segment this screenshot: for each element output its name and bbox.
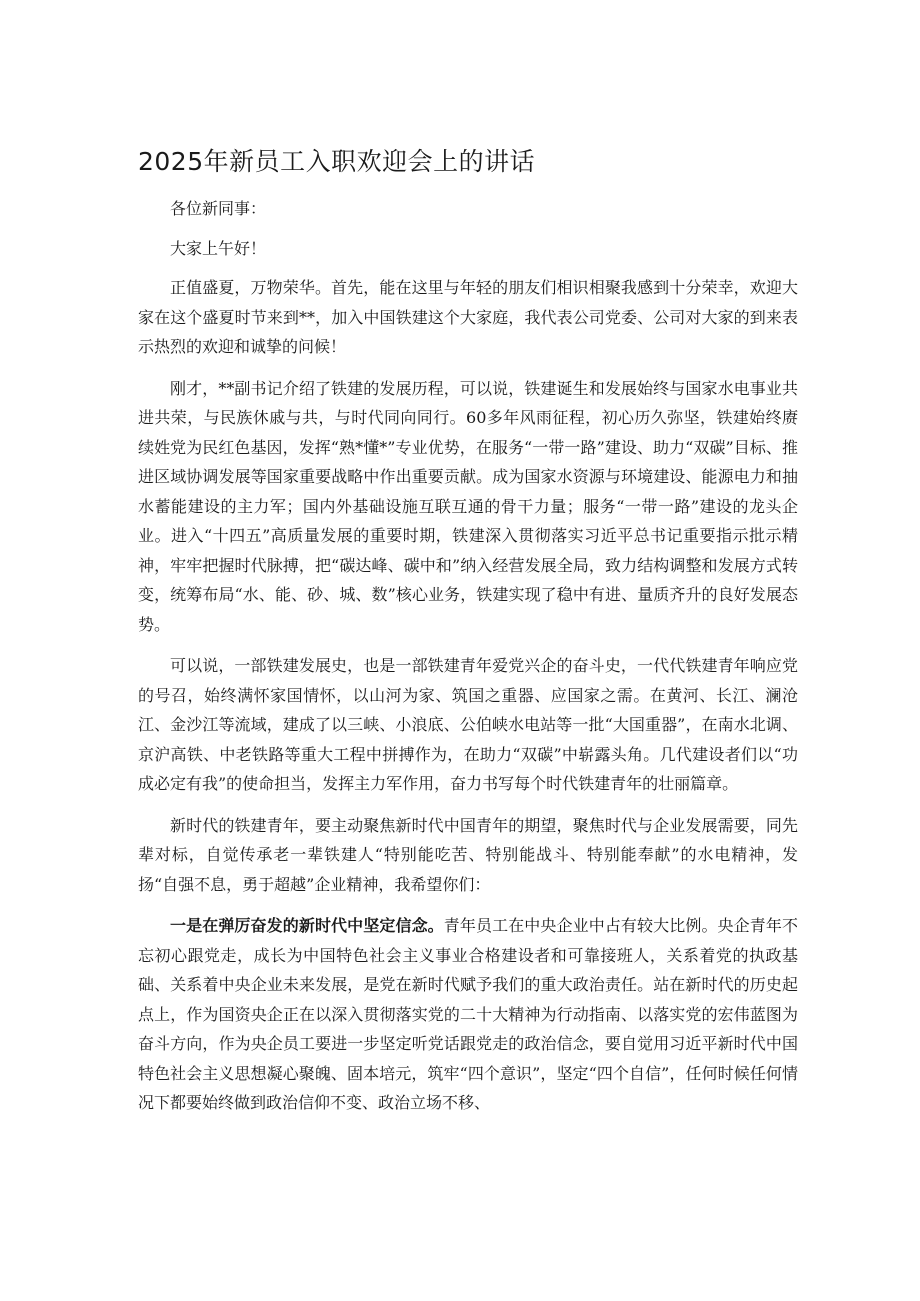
greeting: 大家上午好！ [170,238,267,258]
section-one-heading: 一是在弹厉奋发的新时代中坚定信念。 [170,916,444,935]
section-one-body: 青年员工在中央企业中占有较大比例。央企青年不忘初心跟党走，成长为中国特色社会主义事业合格建设者和可靠接班人，关系着党的执政基础、关系着中央企业未来发展，是党在新时代赋予我们的重大政治责任。站在新时代的历史起点上，作为国资央企正在以深入贯彻落实党的二十大精神为行动指南、以落实党的宏伟蓝图为奋斗方向，作为央企员工要进一步坚定听党话跟党走的政治信念，要自觉用习近平新时代中国特色社会主义思想凝心聚魄、固本培元，筑牢“四个意识”，坚定“四个自信”，任何时候任何情况下都要始终做到政治信仰不变、政治立场不移、 [138,916,798,1112]
document-title: 2025年新员工入职欢迎会上的讲话 [138,147,536,176]
paragraph-youth-history: 可以说，一部铁建发展史，也是一部铁建青年爱党兴企的奋斗史，一代代铁建青年响应党的号召，始终满怀家国情怀，以山河为家、筑国之重器、应国家之需。在黄河、长江、澜沧江、金沙江等流域，建成了以三峡、小浪底、公伯峡水电站等一批“大国重器”，在南水北调、京沪高铁、中老铁路等重大工程中拼搏作为，在助力“双碳”中崭露头角。几代建设者们以“功成必定有我”的使命担当，发挥主力军作用，奋力书写每个时代铁建青年的壮丽篇章。 [138,656,798,793]
document-page [138,140,798,1130]
paragraph-opening: 正值盛夏，万物荣华。首先，能在这里与年轻的朋友们相识相聚我感到十分荣幸，欢迎大家在这个盛夏时节来到**，加入中国铁建这个大家庭，我代表公司党委、公司对大家的到来表示热烈的欢迎和诚挚的问候！ [138,278,798,356]
paragraph-expectations: 新时代的铁建青年，要主动聚焦新时代中国青年的期望，聚焦时代与企业发展需要，同先辈对标，自觉传承老一辈铁建人“特别能吃苦、特别能战斗、特别能奉献”的水电精神，发扬“自强不息，勇于超越”企业精神，我希望你们： [138,815,798,894]
salutation: 各位新同事： [170,199,267,218]
paragraph-history: 刚才，**副书记介绍了铁建的发展历程，可以说，铁建诞生和发展始终与国家水电事业共进共荣，与民族休戚与共，与时代同向同行。60多年风雨征程，初心历久弥坚，铁建始终赓续姓党为民红色基因，发挥“熟*懂*”专业优势，在服务“一带一路”建设、助力“双碳”目标、推进区域协调发展等国家重要战略中作出重要贡献。成为国家水资源与环境建设、能源电力和抽水蓄能建设的主力军；国内外基础设施互联互通的骨干力量；服务“一带一路”建设的龙头企业。进入“十四五”高质量发展的重要时期，铁建深入贯彻落实习近平总书记重要指示批示精神，牢牢把握时代脉搏，把“碳达峰、碳中和”纳入经营发展全局，致力结构调整和发展方式转变，统筹布局“水、能、砂、城、数”核心业务，铁建实现了稳中有进、量质齐升的良好发展态势。 [138,378,798,634]
paragraph-section-one [138,911,798,1118]
